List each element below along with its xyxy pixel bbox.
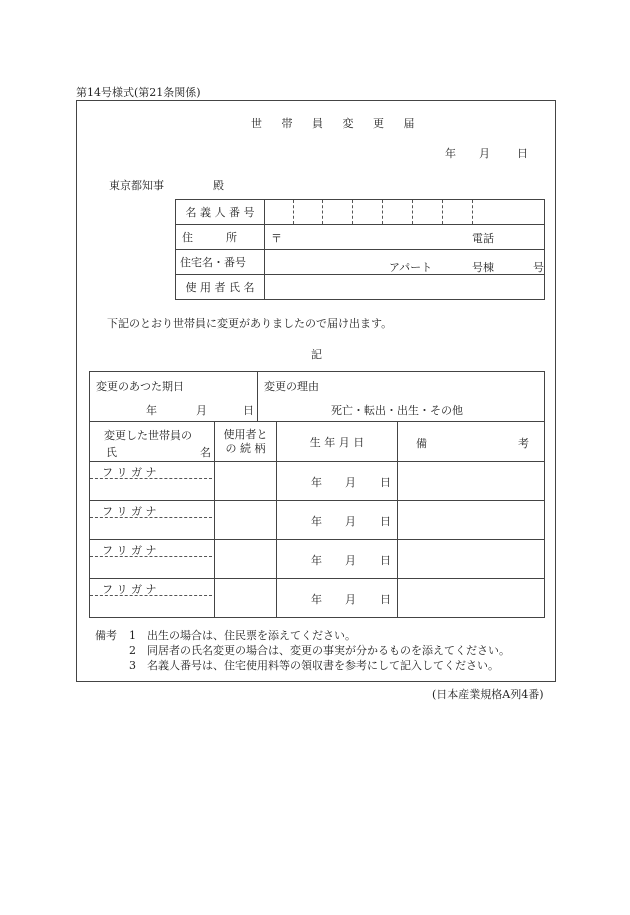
birth-year: 年: [311, 593, 322, 606]
birth-month: 月: [345, 593, 356, 606]
member-furigana: フ リ ガ ナ: [90, 464, 212, 479]
change-period-label: 変更のあつた期日: [96, 380, 184, 393]
statement: 下記のとおり世帯員に変更がありましたので届け出ます。: [107, 317, 393, 330]
member-relation-cell[interactable]: [215, 501, 277, 540]
member-name-cell[interactable]: [90, 579, 215, 618]
member-name-cell[interactable]: [90, 540, 215, 579]
change-reason-label: 変更の理由: [264, 380, 319, 393]
form-frame: [76, 100, 556, 682]
member-birth-cell[interactable]: [277, 540, 398, 579]
members-header-remarks: [398, 422, 545, 462]
remarks-b: 考: [518, 437, 529, 450]
member-row: [90, 501, 545, 540]
applicant-table: [175, 199, 545, 300]
member-name-cell[interactable]: [90, 462, 215, 501]
birth-year: 年: [311, 554, 322, 567]
birth-month: 月: [345, 515, 356, 528]
member-relation-cell[interactable]: [215, 540, 277, 579]
member-row: [90, 540, 545, 579]
ki-label: 記: [311, 348, 322, 361]
member-remarks-cell[interactable]: [398, 540, 545, 579]
note-text: 出生の場合は、住民票を添えてください。: [147, 629, 356, 642]
name-col-line2a: 氏: [106, 446, 117, 459]
member-birth-cell[interactable]: [277, 462, 398, 501]
housing-field[interactable]: [265, 250, 545, 275]
remarks-a: 備: [416, 437, 427, 450]
notes: [95, 628, 545, 673]
form-number: 第14号様式(第21条関係): [76, 86, 201, 99]
members-header-birth: 生 年 月 日: [277, 422, 398, 462]
apartment-label: アパート: [389, 261, 433, 274]
note-number: 3: [129, 659, 136, 672]
notes-label: 備考: [95, 629, 117, 642]
change-reason-options: 死亡・転出・出生・その他: [331, 404, 463, 417]
birth-month: 月: [345, 554, 356, 567]
name-col-line2b: 名: [200, 446, 211, 459]
name-col-line1: 変更した世帯員の: [104, 429, 192, 442]
addressee: [109, 177, 224, 193]
member-name-cell[interactable]: [90, 501, 215, 540]
member-birth-cell[interactable]: [277, 501, 398, 540]
change-period-cell[interactable]: [90, 372, 258, 422]
postal-mark: 〒: [271, 232, 282, 245]
date-day: 日: [517, 147, 528, 160]
holder-number-label: 名 義 人 番 号: [176, 200, 265, 225]
date-year: 年: [445, 147, 456, 160]
change-reason-cell[interactable]: [258, 372, 545, 422]
note-number: 1: [129, 629, 136, 642]
user-name-label: 使 用 者 氏 名: [176, 275, 265, 300]
change-table: [89, 371, 545, 422]
note-number: 2: [129, 644, 136, 657]
addressee-name: 東京都知事: [109, 179, 164, 192]
member-row: [90, 462, 545, 501]
birth-day: 日: [380, 554, 391, 567]
form-title: 世 帯 員 変 更 届: [251, 117, 423, 130]
footer-standard: (日本産業規格A列4番): [432, 688, 544, 701]
address-label: 住 所: [176, 225, 265, 250]
members-header-relation: [215, 422, 277, 462]
date-month: 月: [479, 147, 490, 160]
period-month: 月: [196, 404, 207, 417]
birth-year: 年: [311, 476, 322, 489]
room-label: 号: [533, 261, 544, 274]
period-day: 日: [243, 404, 254, 417]
phone-label: 電話: [472, 232, 494, 245]
member-furigana: フ リ ガ ナ: [90, 581, 212, 596]
relation-line1: 使用者と: [223, 427, 268, 441]
birth-day: 日: [380, 593, 391, 606]
birth-day: 日: [380, 476, 391, 489]
note-text: 同居者の氏名変更の場合は、変更の事実が分かるものを添えてください。: [147, 644, 510, 657]
birth-year: 年: [311, 515, 322, 528]
member-relation-cell[interactable]: [215, 462, 277, 501]
holder-number-field[interactable]: [265, 200, 545, 225]
note-text: 名義人番号は、住宅使用料等の領収書を参考にして記入してください。: [147, 659, 499, 672]
user-name-field[interactable]: [265, 275, 545, 300]
member-row: [90, 579, 545, 618]
member-furigana: フ リ ガ ナ: [90, 542, 212, 557]
member-furigana: フ リ ガ ナ: [90, 503, 212, 518]
members-header-name: [90, 422, 215, 462]
member-relation-cell[interactable]: [215, 579, 277, 618]
member-remarks-cell[interactable]: [398, 462, 545, 501]
building-label: 号棟: [472, 261, 494, 274]
members-table: [89, 421, 545, 618]
housing-label: 住宅名・番号: [176, 250, 265, 275]
period-year: 年: [146, 404, 157, 417]
address-field[interactable]: [265, 225, 545, 250]
member-remarks-cell[interactable]: [398, 579, 545, 618]
member-birth-cell[interactable]: [277, 579, 398, 618]
birth-month: 月: [345, 476, 356, 489]
relation-line2: の 続 柄: [225, 441, 266, 455]
birth-day: 日: [380, 515, 391, 528]
member-remarks-cell[interactable]: [398, 501, 545, 540]
addressee-suffix: 殿: [213, 179, 224, 192]
